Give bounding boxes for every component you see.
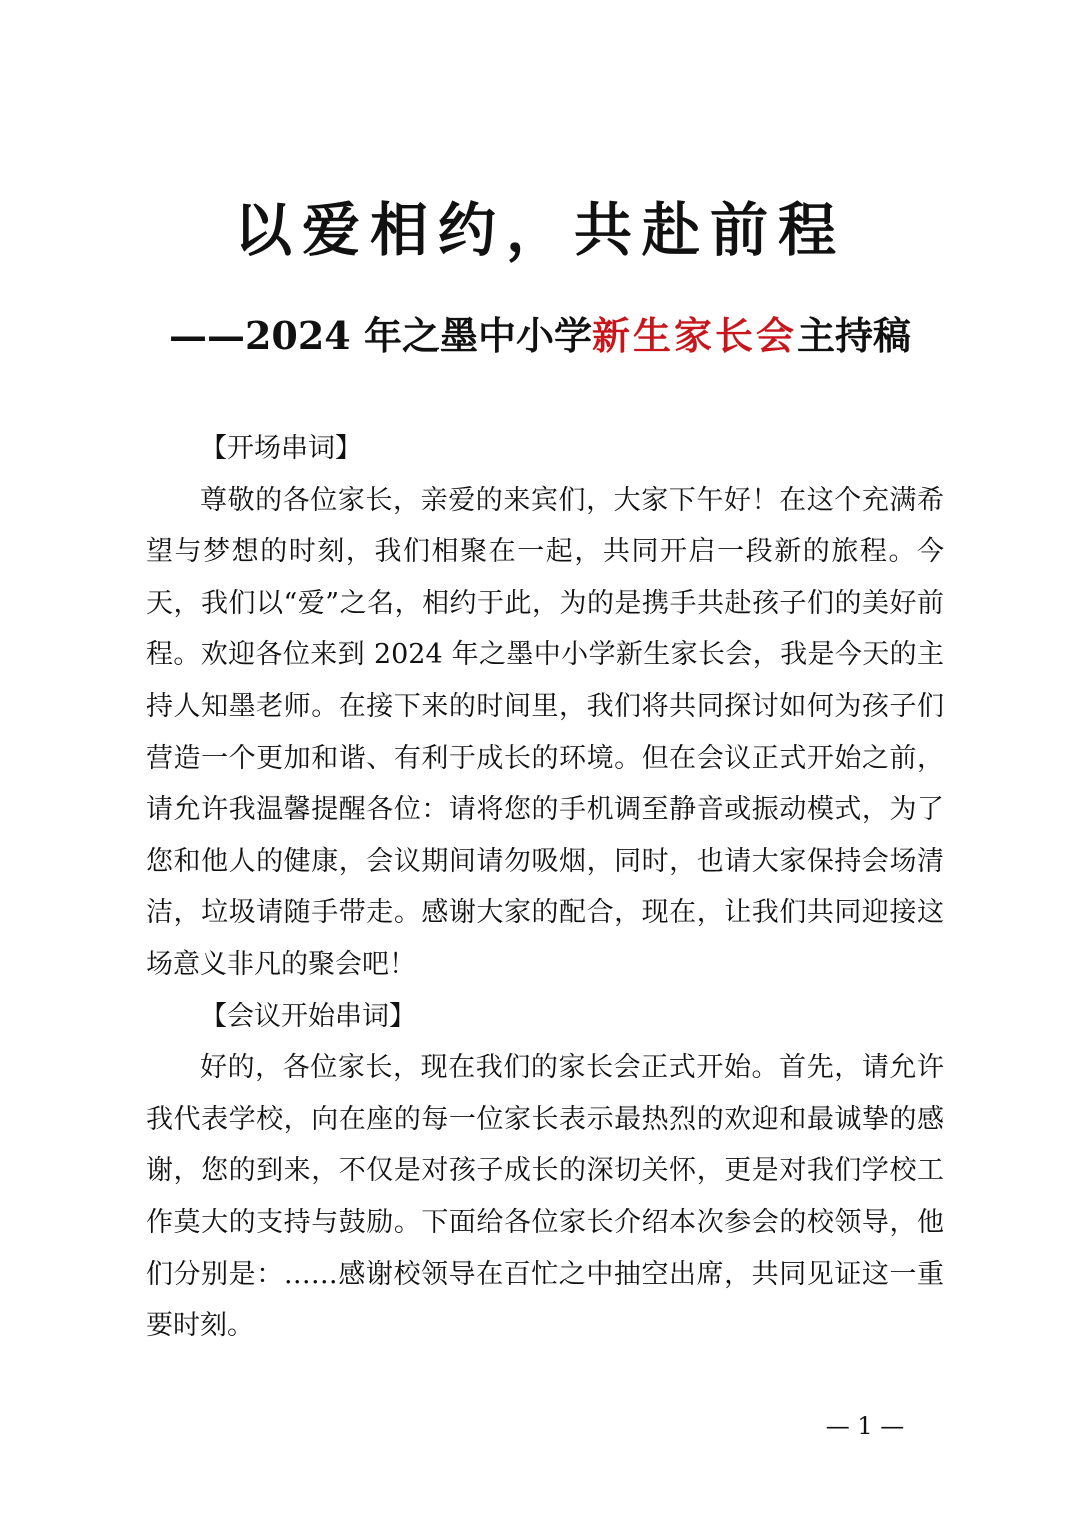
subtitle-highlight: 新生家长会 <box>591 314 797 358</box>
page-number: — 1 — <box>825 1412 905 1440</box>
subtitle-prefix: ——2024 年之墨中小学 <box>168 313 592 358</box>
document-body <box>146 423 944 1352</box>
section-paragraph-opening: 尊敬的各位家长，亲爱的来宾们，大家下午好！在这个充满希望与梦想的时刻，我们相聚在一起，共同开启一段新的旅程。今天，我们以“爱”之名，相约于此，为的是携手共赴孩子们的美好前程。欢迎各位来到 2024 年之墨中小学新生家长会，我是今天的主持人知墨老师。在接下来的时间里，我们将共同探讨如何为孩子们营造一个更加和谐、有利于成长的环境。但在会议正式开始之前，请允许我温馨提醒各位：请将您的手机调至静音或振动模式，为了您和他人的健康，会议期间请勿吸烟，同时，也请大家保持会场清洁，垃圾请随手带走。感谢大家的配合，现在，让我们共同迎接这场意义非凡的聚会吧！ <box>146 484 944 980</box>
section-heading-meeting-start: 【会议开始串词】 <box>200 1000 416 1032</box>
section-paragraph-meeting-start: 好的，各位家长，现在我们的家长会正式开始。首先，请允许我代表学校，向在座的每一位家长表示最热烈的欢迎和最诚挚的感谢，您的到来，不仅是对孩子成长的深切关怀，更是对我们学校工作莫大的支持与鼓励。下面给各位家长介绍本次参会的校领导，他们分别是：……感谢校领导在百忙之中抽空出席，共同见证这一重要时刻。 <box>146 1052 944 1342</box>
subtitle-suffix: 主持稿 <box>797 313 912 358</box>
document-title: 以爱相约，共赴前程 <box>233 196 846 264</box>
document-subtitle <box>0 306 1080 366</box>
section-heading-opening: 【开场串词】 <box>200 433 362 464</box>
